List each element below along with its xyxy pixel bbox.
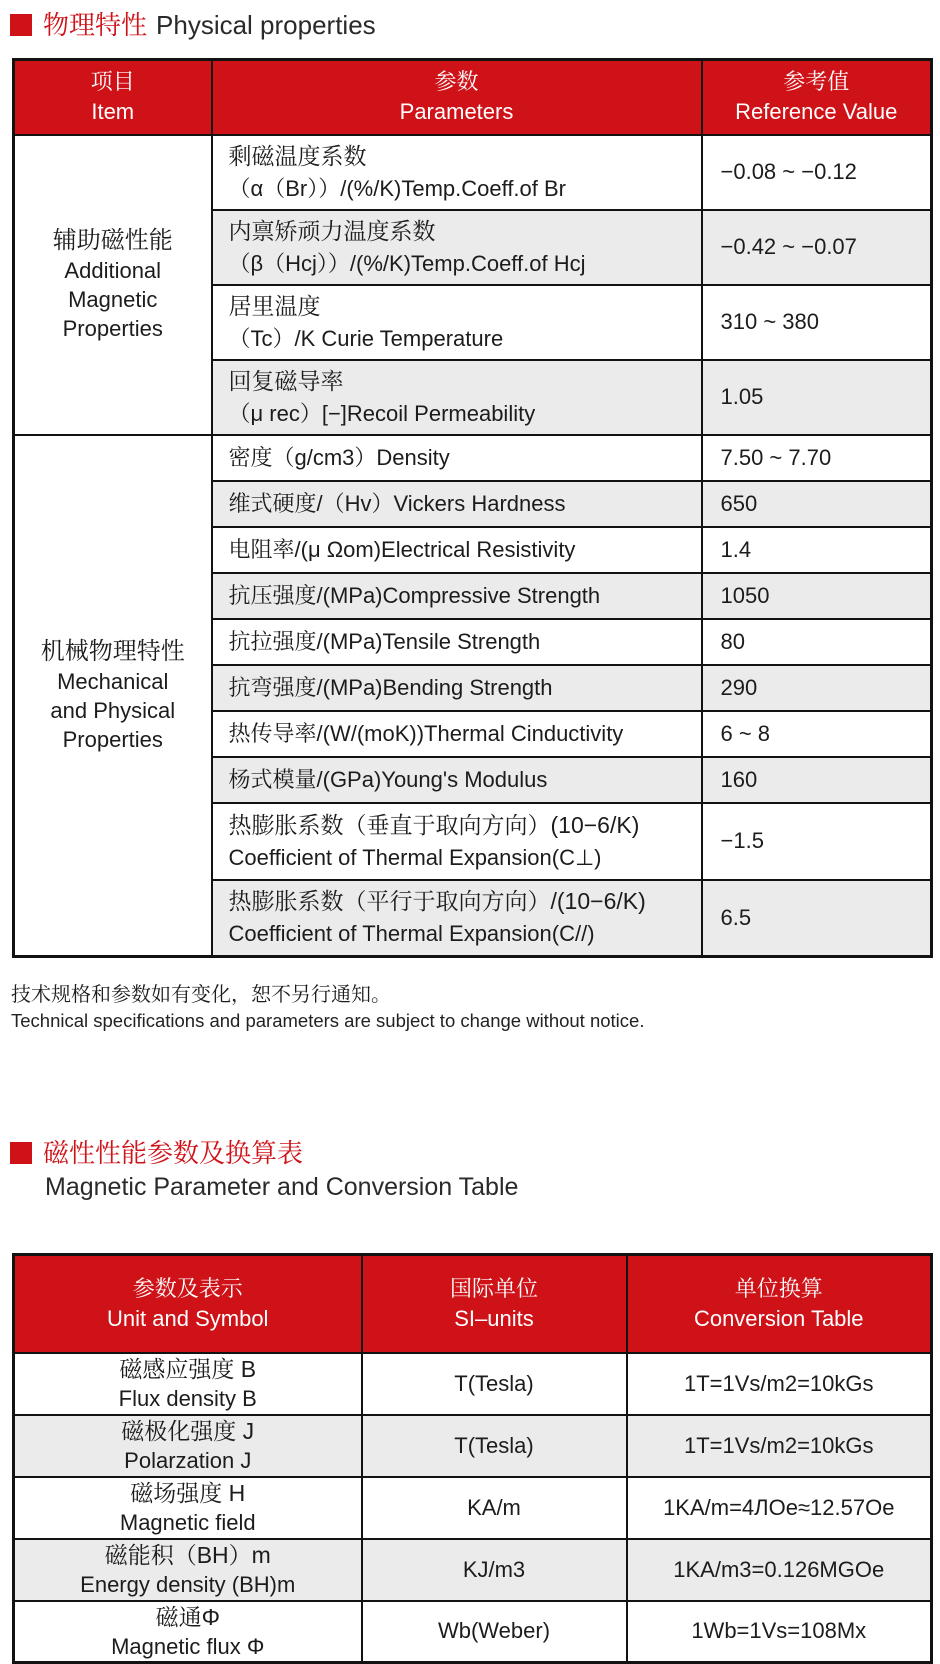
section-title-en: Physical properties: [156, 10, 376, 40]
reference-value-cell: 7.50 ~ 7.70: [702, 435, 932, 481]
parameter-line1: 密度（g/cm3）Density: [228, 444, 450, 470]
parameter-cell: [212, 880, 702, 957]
symbol-en: Magnetic field: [119, 1510, 256, 1535]
reference-value-cell: 310 ~ 380: [702, 285, 932, 360]
item-group-en: Additional: [64, 258, 162, 283]
disclaimer-note: [11, 982, 940, 1033]
disclaimer-en: Technical specifications and parameters are subject to change without notice.: [11, 1010, 645, 1031]
section-title-zh: 磁性性能参数及换算表: [43, 1138, 304, 1168]
symbol-cell: [14, 1539, 362, 1601]
physical-properties-title: [10, 9, 940, 41]
parameter-line2: （β（Hcj））/(%/K)Temp.Coeff.of Hcj: [228, 250, 586, 276]
table-row: [14, 1415, 932, 1477]
section-title-en: Magnetic Parameter and Conversion Table: [45, 1173, 519, 1201]
parameter-line2: （μ rec）[−]Recoil Permeability: [228, 400, 536, 426]
reference-value-cell: 650: [702, 481, 932, 527]
item-group-en: and Physical: [50, 697, 176, 723]
header-reference-zh: 参考值: [783, 69, 850, 95]
symbol-zh: 磁极化强度 J: [121, 1418, 255, 1444]
header-si-units: [362, 1255, 627, 1353]
item-group-en: Properties: [62, 726, 163, 752]
conversion-cell: 1KA/m=4ЛOe≈12.57Oe: [627, 1477, 932, 1539]
symbol-en: Polarzation J: [124, 1448, 252, 1473]
parameter-line1: 热膨胀系数（垂直于取向方向）(10−6/K): [228, 811, 640, 838]
parameter-line1: 电阻率/(μ Ωom)Electrical Resistivity: [228, 536, 576, 562]
conversion-table: [12, 1253, 933, 1664]
reference-value-cell: −0.42 ~ −0.07: [702, 210, 932, 285]
parameter-cell: [212, 435, 702, 481]
table-row: [14, 435, 932, 481]
reference-value-cell: 1050: [702, 573, 932, 619]
magnetic-parameter-title: [10, 1137, 940, 1169]
header-conversion-en: Conversion Table: [693, 1305, 864, 1331]
table-row: [14, 1601, 932, 1663]
parameter-cell: [212, 527, 702, 573]
parameter-line1: 抗拉强度/(MPa)Tensile Strength: [228, 628, 541, 654]
header-item: [14, 60, 212, 135]
symbol-zh: 磁感应强度 B: [119, 1356, 257, 1382]
header-unit-symbol-zh: 参数及表示: [132, 1275, 243, 1301]
symbol-zh: 磁通Φ: [155, 1603, 220, 1630]
symbol-en: Magnetic flux Φ: [111, 1633, 265, 1659]
parameter-cell: [212, 665, 702, 711]
reference-value-cell: 1.05: [702, 360, 932, 435]
item-group-en: Properties: [62, 316, 163, 341]
item-group-additional-magnetic: [14, 135, 212, 435]
table-row: [14, 1353, 932, 1415]
item-group-mechanical-physical: [14, 435, 212, 957]
si-unit-cell: KJ/m3: [362, 1539, 627, 1601]
parameter-cell: [212, 360, 702, 435]
parameter-line1: 抗压强度/(MPa)Compressive Strength: [228, 582, 601, 608]
section-bullet-icon: [10, 1142, 32, 1164]
table-row: [14, 1477, 932, 1539]
reference-value-cell: 6.5: [702, 880, 932, 957]
parameter-line1: 维式硬度/（Hv）Vickers Hardness: [228, 490, 566, 516]
table-header-row: [14, 1255, 932, 1353]
parameter-line1: 杨式模量/(GPa)Young's Modulus: [228, 766, 548, 792]
parameter-line1: 剩磁温度系数: [228, 142, 367, 169]
reference-value-cell: 80: [702, 619, 932, 665]
header-item-en: Item: [91, 99, 135, 125]
table-row: [14, 1539, 932, 1601]
physical-properties-table: [12, 58, 933, 958]
symbol-cell: [14, 1477, 362, 1539]
parameter-cell: [212, 135, 702, 210]
header-conversion-zh: 单位换算: [734, 1275, 823, 1301]
symbol-cell: [14, 1601, 362, 1663]
parameter-cell: [212, 757, 702, 803]
item-group-en: Mechanical: [57, 668, 169, 694]
header-conversion: [627, 1255, 932, 1353]
parameter-cell: [212, 285, 702, 360]
reference-value-cell: −1.5: [702, 803, 932, 880]
header-parameters: [212, 60, 702, 135]
parameter-cell: [212, 573, 702, 619]
conversion-cell: 1Wb=1Vs=108Mx: [627, 1601, 932, 1663]
reference-value-cell: 160: [702, 757, 932, 803]
item-group-en: Magnetic: [68, 287, 158, 312]
parameter-cell: [212, 711, 702, 757]
parameter-line2: Coefficient of Thermal Expansion(C⊥): [228, 844, 602, 870]
table-header-row: [14, 60, 932, 135]
section-bullet-icon: [10, 14, 32, 36]
reference-value-cell: 290: [702, 665, 932, 711]
symbol-cell: [14, 1353, 362, 1415]
parameter-cell: [212, 481, 702, 527]
parameter-cell: [212, 210, 702, 285]
parameter-line1: 抗弯强度/(MPa)Bending Strength: [228, 674, 553, 700]
si-unit-cell: KA/m: [362, 1477, 627, 1539]
si-unit-cell: Wb(Weber): [362, 1601, 627, 1663]
parameter-cell: [212, 803, 702, 880]
header-si-units-zh: 国际单位: [449, 1275, 538, 1301]
reference-value-cell: 1.4: [702, 527, 932, 573]
header-unit-symbol-en: Unit and Symbol: [107, 1305, 269, 1331]
parameter-line1: 内禀矫顽力温度系数: [228, 217, 436, 244]
symbol-zh: 磁场强度 H: [130, 1480, 246, 1506]
parameter-line2: Coefficient of Thermal Expansion(C//): [228, 921, 595, 947]
parameter-line1: 热传导率/(W/(moK))Thermal Cinductivity: [228, 720, 624, 746]
symbol-en: Flux density B: [118, 1386, 257, 1411]
header-parameters-en: Parameters: [399, 99, 514, 125]
header-si-units-en: SI–units: [454, 1305, 534, 1331]
conversion-cell: 1T=1Vs/m2=10kGs: [627, 1415, 932, 1477]
reference-value-cell: −0.08 ~ −0.12: [702, 135, 932, 210]
conversion-cell: 1T=1Vs/m2=10kGs: [627, 1353, 932, 1415]
header-item-zh: 项目: [90, 69, 135, 95]
reference-value-cell: 6 ~ 8: [702, 711, 932, 757]
section-title-zh: 物理特性: [43, 10, 148, 40]
disclaimer-zh: 技术规格和参数如有变化，恕不另行通知。: [11, 984, 391, 1006]
si-unit-cell: T(Tesla): [362, 1353, 627, 1415]
symbol-zh: 磁能积（BH）m: [104, 1542, 271, 1568]
parameter-line2: （α（Br））/(%/K)Temp.Coeff.of Br: [228, 175, 566, 201]
header-reference-en: Reference Value: [735, 99, 898, 125]
parameter-cell: [212, 619, 702, 665]
si-unit-cell: T(Tesla): [362, 1415, 627, 1477]
symbol-cell: [14, 1415, 362, 1477]
conversion-cell: 1KA/m3=0.126MGOe: [627, 1539, 932, 1601]
parameter-line2: （Tc）/K Curie Temperature: [228, 325, 504, 351]
parameter-line1: 热膨胀系数（平行于取向方向）/(10−6/K): [228, 888, 646, 915]
header-reference-value: [702, 60, 932, 135]
parameter-line1: 居里温度: [228, 292, 321, 319]
item-group-zh: 机械物理特性: [40, 637, 185, 665]
header-unit-symbol: [14, 1255, 362, 1353]
parameter-line1: 回复磁导率: [228, 367, 344, 394]
symbol-en: Energy density (BH)m: [80, 1572, 296, 1597]
table-row: [14, 135, 932, 210]
header-parameters-zh: 参数: [434, 69, 479, 95]
item-group-zh: 辅助磁性能: [52, 227, 173, 254]
